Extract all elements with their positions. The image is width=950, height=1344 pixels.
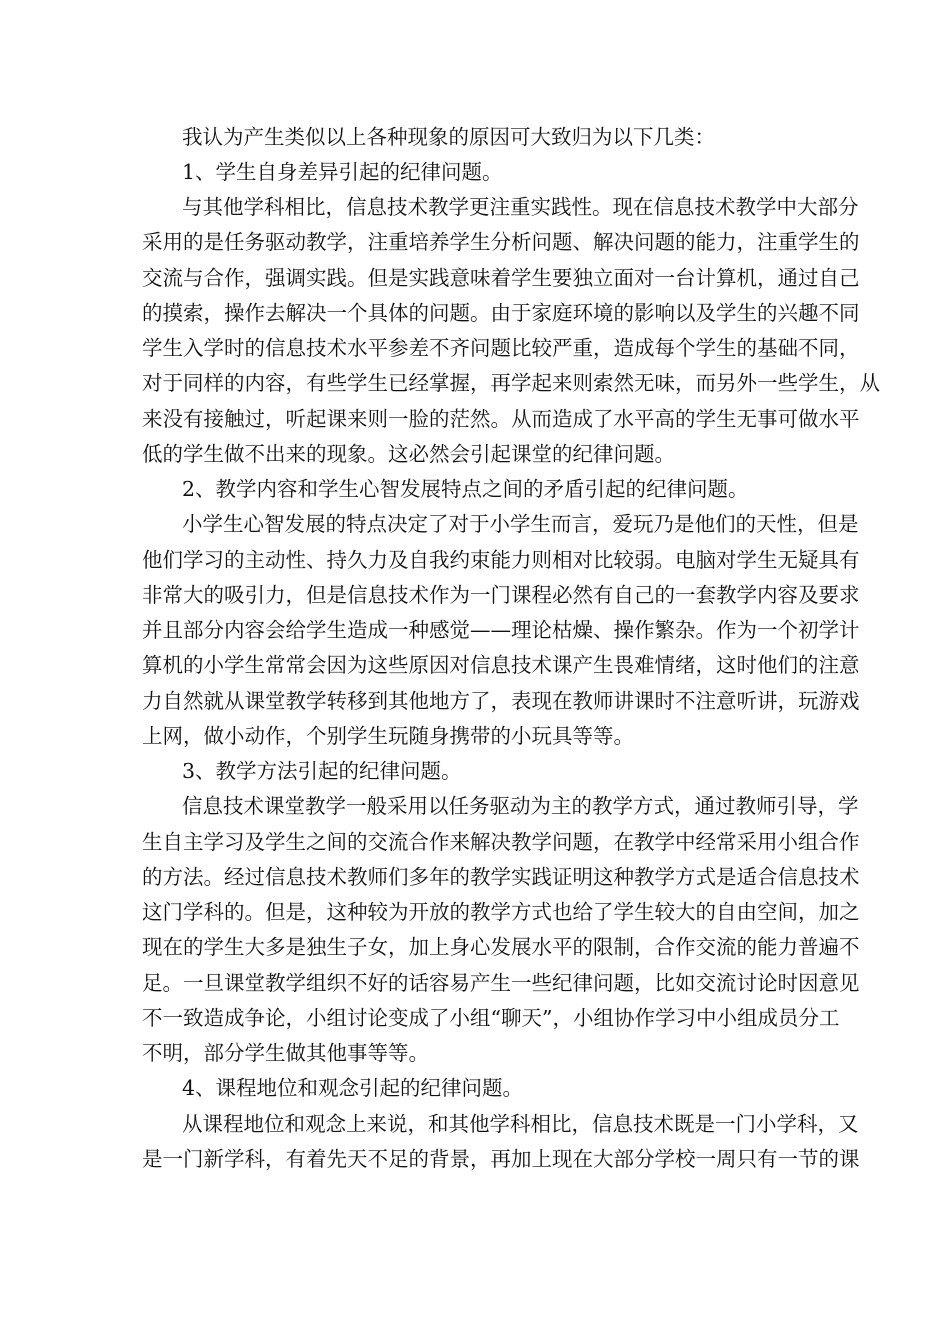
section-heading-1: 1、学生自身差异引起的纪律问题。 bbox=[182, 160, 503, 184]
paragraph-line: 小学生心智发展的特点决定了对于小学生而言，爱玩乃是他们的天性，但是 bbox=[182, 512, 859, 536]
paragraph-line: 这门学科的。但是，这种较为开放的教学方式也给了学生较大的自由空间，加之 bbox=[142, 900, 860, 924]
paragraph-line: 采用的是任务驱动教学，注重培养学生分析问题、解决问题的能力，注重学生的 bbox=[142, 230, 860, 254]
section-heading-3: 3、教学方法引起的纪律问题。 bbox=[182, 759, 462, 783]
paragraph-line: 低的学生做不出来的现象。这必然会引起课堂的纪律问题。 bbox=[142, 442, 675, 466]
paragraph-line: 不一致造成争论，小组讨论变成了小组“聊天”，小组协作学习中小组成员分工 bbox=[142, 1006, 840, 1030]
section-heading-4: 4、课程地位和观念引起的纪律问题。 bbox=[182, 1076, 524, 1100]
paragraph-line: 学生入学时的信息技术水平参差不齐问题比较严重，造成每个学生的基础不同， bbox=[142, 336, 860, 360]
paragraph-line: 信息技术课堂教学一般采用以任务驱动为主的教学方式，通过教师引导，学 bbox=[182, 794, 859, 818]
paragraph-intro: 我认为产生类似以上各种现象的原因可大致归为以下几类： bbox=[182, 125, 715, 149]
paragraph-line: 不明，部分学生做其他事等等。 bbox=[142, 1041, 429, 1065]
paragraph-line: 算机的小学生常常会因为这些原因对信息技术课产生畏难情绪，这时他们的注意 bbox=[142, 653, 860, 677]
paragraph-line: 上网，做小动作，个别学生玩随身携带的小玩具等等。 bbox=[142, 724, 634, 748]
paragraph-line: 交流与合作，强调实践。但是实践意味着学生要独立面对一台计算机，通过自己 bbox=[142, 266, 860, 290]
paragraph-line: 现在的学生大多是独生子女，加上身心发展水平的限制，合作交流的能力普遍不 bbox=[142, 935, 860, 959]
paragraph-line: 他们学习的主动性、持久力及自我约束能力则相对比较弱。电脑对学生无疑具有 bbox=[142, 548, 860, 572]
paragraph-line: 与其他学科相比，信息技术教学更注重实践性。现在信息技术教学中大部分 bbox=[182, 195, 859, 219]
paragraph-line: 对于同样的内容，有些学生已经掌握，再学起来则索然无味，而另外一些学生，从 bbox=[142, 371, 880, 395]
paragraph-line: 的方法。经过信息技术教师们多年的教学实践证明这种教学方式是适合信息技术 bbox=[142, 865, 860, 889]
paragraph-line: 从课程地位和观念上来说，和其他学科相比，信息技术既是一门小学科，又 bbox=[182, 1112, 859, 1136]
paragraph-line: 力自然就从课堂教学转移到其他地方了，表现在教师讲课时不注意听讲，玩游戏 bbox=[142, 689, 860, 713]
paragraph-line: 并且部分内容会给学生造成一种感觉——理论枯燥、操作繁杂。作为一个初学计 bbox=[142, 618, 860, 642]
paragraph-line: 非常大的吸引力，但是信息技术作为一门课程必然有自己的一套教学内容及要求 bbox=[142, 583, 860, 607]
paragraph-line: 足。一旦课堂教学组织不好的话容易产生一些纪律问题，比如交流讨论时因意见 bbox=[142, 971, 860, 995]
paragraph-line: 是一门新学科，有着先天不足的背景，再加上现在大部分学校一周只有一节的课 bbox=[142, 1147, 860, 1171]
paragraph-line: 来没有接触过，听起课来则一脸的茫然。从而造成了水平高的学生无事可做水平 bbox=[142, 407, 860, 431]
paragraph-line: 的摸索，操作去解决一个具体的问题。由于家庭环境的影响以及学生的兴趣不同 bbox=[142, 301, 860, 325]
section-heading-2: 2、教学内容和学生心智发展特点之间的矛盾引起的纪律问题。 bbox=[182, 477, 749, 501]
paragraph-line: 生自主学习及学生之间的交流合作来解决教学问题，在教学中经常采用小组合作 bbox=[142, 830, 860, 854]
